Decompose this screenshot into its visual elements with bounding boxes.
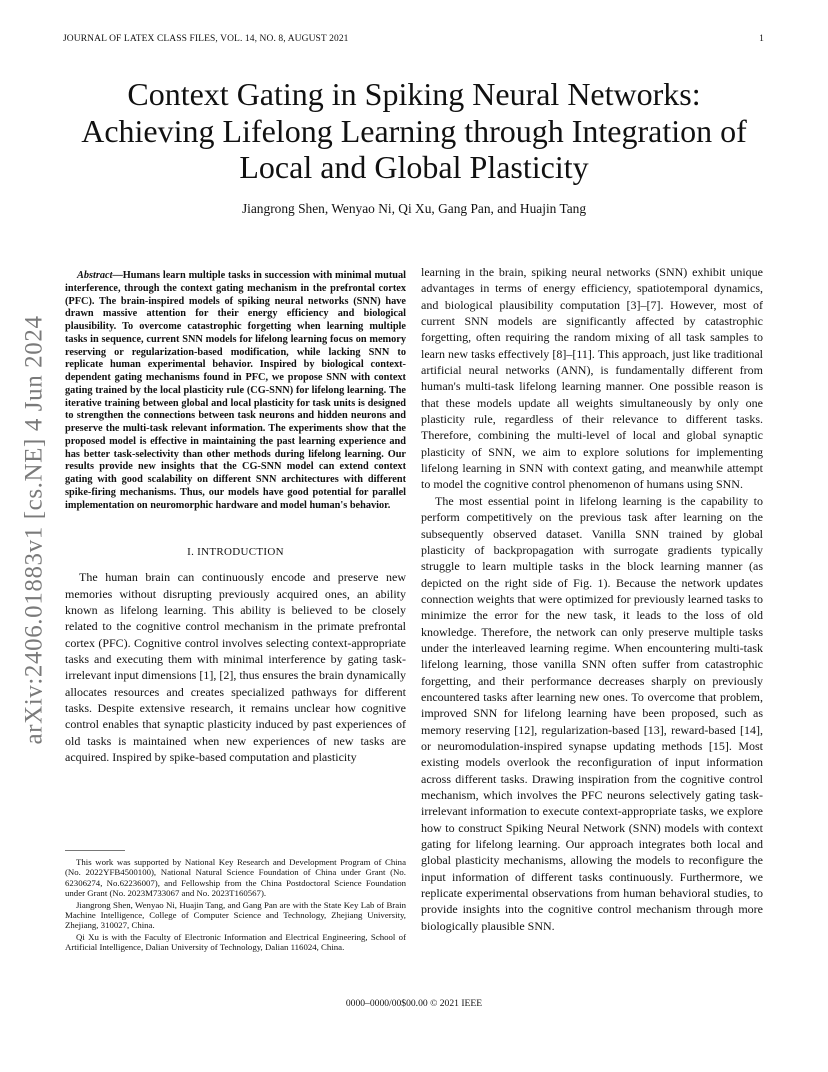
copyright-line: 0000–0000/00$00.00 © 2021 IEEE [345,998,483,1009]
title-line: Achieving Lifelong Learning through Integration of [81,112,747,149]
abstract [65,270,406,512]
footnote-divider [65,850,125,851]
abstract-label: Abstract [77,270,113,281]
footnote-affiliation: Jiangrong Shen, Wenyao Ni, Huajin Tang, and Gang Pan are with the State Key Lab of Brain Machine Intelligence, College of Computer Science and Technology, Zhejiang University, Zhejiang, 310027, China. [65,899,406,931]
author-list: Jiangrong Shen, Wenyao Ni, Qi Xu, Gang Pan, and Huajin Tang [241,201,587,216]
footnotes [65,857,406,954]
footnote-funding: This work was supported by National Key Research and Development Program of China (No. 2022YFB4500100), National Natural Science Foundation of China under Grant (No. 62306274, No.62236007), and Fellowship from the China Postdoctoral Science Foundation under Grant (No. 2023M733067 and No. 2023T160567). [65,857,406,899]
abstract-text: —Humans learn multiple tasks in succession with minimal mutual interference, through the context gating mechanism in the prefrontal cortex (PFC). The brain-inspired models of spiking neural networks (SNN) have drawn massive attention for their energy efficiency and biological plausibility. To overcome catastrophic forgetting when learning multiple tasks in sequence, current SNN models for lifelong learning focus on memory reserving or regularization-based modification, while lacking SNN to replicate human experimental behavior. Inspired by biological context-dependent gating mechanisms found in PFC, we propose SNN with context gating trained by the local plasticity rule (CG-SNN) for lifelong learning. The iterative training between global and local plasticity for task units is designed to strengthen the connections between task neurons and hidden neurons and preserve the multi-task relevant information. The experiments show that the proposed model is effective in maintaining the past learning experience and has better task-selectivity than other methods during lifelong learning. Our results provide new insights that the CG-SNN model can extend context gating with good scalability on different SNN architectures with different spike-firing mechanisms. Thus, our models have good potential for parallel implementation on neuromorphic hardware and model human's behavior. [65,270,406,511]
left-column [65,270,406,765]
title-line: Context Gating in Spiking Neural Networks: [127,76,701,112]
running-header: JOURNAL OF LATEX CLASS FILES, VOL. 14, NO. 8, AUGUST 2021 [63,34,349,44]
footnote-affiliation: Qi Xu is with the Faculty of Electronic Information and Electrical Engineering, School of Artificial Intelligence, Dalian University of Technology, Dalian 116024, China. [65,931,406,953]
right-column [421,264,763,934]
arxiv-stamp-text: arXiv:2406.01883v1 [cs.NE] 4 Jun 2024 [21,315,49,745]
page-number: 1 [759,34,764,44]
title-line: Local and Global Plasticity [239,149,589,185]
paper-title [40,76,788,186]
intro-paragraph: The human brain can continuously encode and preserve new memories without disrupting previously acquired ones, an ability known as lifelong learning. This ability is believed to be closely related to the cognitive control mechanism in the primate prefrontal cortex (PFC). Cognitive control involves selecting context-appropriate tasks and executing them with minimal interference by gating task-irrelevant input dimensions [1], [2], thus ensures the brain dynamically allocates resources and creates specialized pathways for different tasks. Despite extensive research, it remains unclear how cognitive control enables that synaptic plasticity induced by past experiences of old tasks is maintained when new experiences of new tasks are acquired. Inspired by spike-based computation and plasticity [65,570,406,765]
body-paragraph: learning in the brain, spiking neural networks (SNN) exhibit unique advantages in terms of energy efficiency, spatiotemporal dynamics, and biological plausibility computation [3]–[7]. However, most of current SNN models are significantly affected by catastrophic forgetting, often requiring the random mixing of all task samples to learn new tasks effectively [8]–[11]. This approach, just like traditional artificial neural networks (ANN), is fundamentally different from human's multi-task lifelong learning manner. One possible reason is that these models update all weights simultaneously by only one plasticity rule, regardless of their relevance to different tasks. Therefore, combining the multi-level of local and global synaptic plasticity of SNN, we aim to explore solutions for implementing lifelong learning in SNN with context gating, and meanwhile attempt to model the cognitive control phenomenon of humans using SNN. [421,265,763,492]
arxiv-stamp [10,300,60,760]
section-heading: I. INTRODUCTION [187,546,284,559]
body-paragraph: The most essential point in lifelong learning is the capability to perform competitively on the previous task after learning on the subsequently observed dataset. Vanilla SNN trained by global plasticity of backpropagation with surrogate gradients typically struggle to learn multiple tasks in the block learning manner (as depicted on the right side of Fig. 1). Because the network updates connection weights that were optimized for previously learned tasks to minimize the error for the new task, it leads to the loss of old knowledge. Therefore, the network can only preserve multiple tasks under the interleaved learning regime. When encountering multi-task lifelong learning, those vanilla SNN often suffer from catastrophic forgetting, and their performance decreases sharply on previously encountered tasks after learning new ones. To overcome that problem, improved SNN for lifelong learning have been proposed, such as memory reserving [12], regularization-based [13], reward-based [14], or neuromodulation-inspired synapse updating methods [15]. Most existing models overlook the reconfiguration of input information across different tasks. Drawing inspiration from the cognitive control mechanism, which involves the PFC neurons selectively gating task-irrelevant information to execute context-appropriate tasks, we explore how to construct Spiking Neural Network (SNN) models with context gating for lifelong learning. Our approach integrates both local and global plasticity mechanisms, allowing the models to reconfigure the input information of different tasks continuously. Furthermore, we replicate experimental observations from human behavioral studies, to provide insights into the cognitive control mechanism through more biologically plausible SNN. [421,493,763,933]
